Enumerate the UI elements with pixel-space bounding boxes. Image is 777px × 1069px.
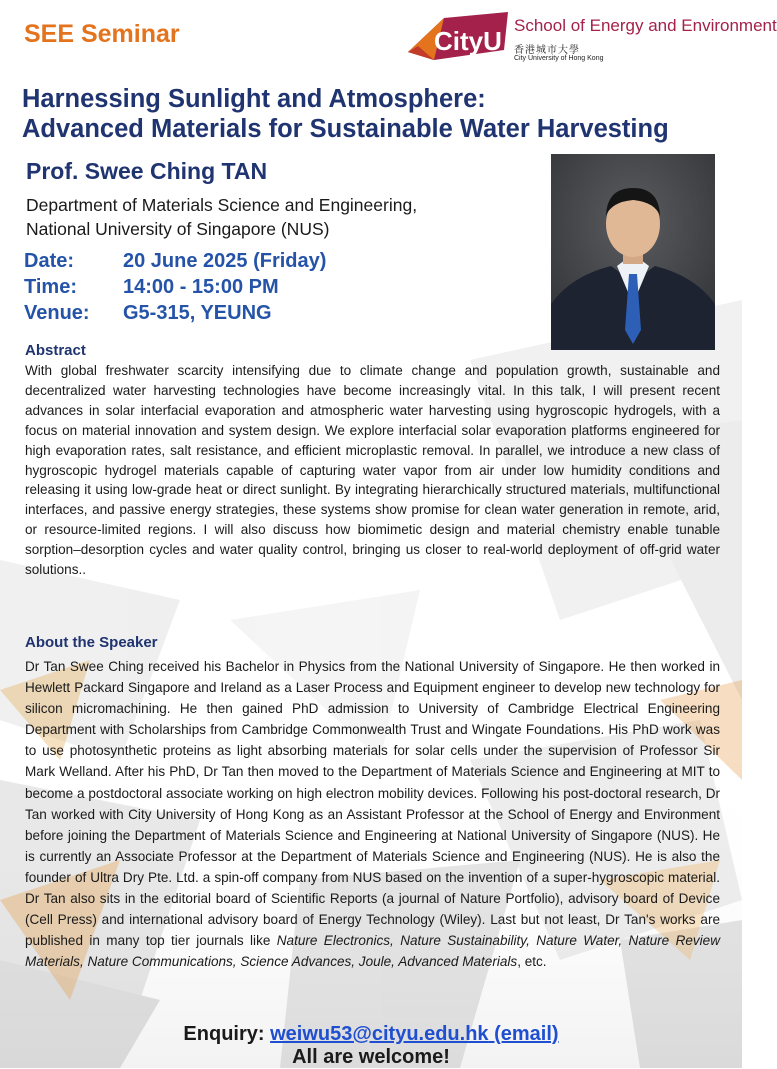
seminar-series-label: SEE Seminar <box>24 20 180 48</box>
bio-text-end: , etc. <box>517 954 547 970</box>
date-row <box>24 250 326 276</box>
speaker-affiliation <box>26 193 526 241</box>
abstract-text: With global freshwater scarcity intensifying due to climate change and population growth, sustainable and decentralized water harvesting technologies have become increasingly vital. In this talk, I will present recent advances in solar interfacial evaporation and atmospheric water harvesting using hygroscopic hydrogels, with a focus on material innovation and system design. We explore interfacial solar evaporation platforms engineered for high evaporation rates, salt resistance, and efficient microplastic removal. In parallel, we introduce a new class of hygroscopic hydrogel materials capable of capturing water vapor from air under low humidity conditions and releasing it using low-grade heat or direct sunlight. By integrating hierarchically structured materials, multifunctional interfaces, and passive energy strategies, these systems show promise for clean water generation in remote, arid, or resource-limited regions. I will also discuss how biomimetic design and material chemistry enable tunable sorption–desorption cycles and water quality control, bringing us closer to real-world deployment of off-grid water solutions.. <box>25 363 720 578</box>
affiliation-line: Department of Materials Science and Engineering, <box>26 195 418 215</box>
event-details <box>24 250 326 328</box>
venue-value: G5-315, YEUNG <box>123 302 272 324</box>
speaker-photo <box>551 154 715 350</box>
time-value: 14:00 - 15:00 PM <box>123 276 279 298</box>
time-label: Time: <box>24 276 77 298</box>
bio-text: Dr Tan Swee Ching received his Bachelor in Physics from the National University of Singapore. He then worked in Hewlett Packard Singapore and Ireland as a Laser Process and Equipment engineer to develop new technology for silicon micromachining. He then gained PhD admission to University of Cambridge Electrical Engineering Department with Scholarships from Cambridge Commonwealth Trust and Wingate Foundations. His PhD work was to use photosynthetic proteins as light absorbing materials for solar cells under the supervision of Professor Sir Mark Welland. After his PhD, Dr Tan then moved to the Department of Materials Science and Engineering at MIT to become a postdoctoral associate working on high electron mobility devices. Following his post-doctoral research, Dr Tan worked with City University of Hong Kong as an Assistant Professor at the School of Energy and Environment before joining the Department of Materials Science and Engineering at National University of Singapore (NUS). He is currently an Associate Professor at the Department of Materials Science and Engineering (NUS). He is also the founder of Ultra Dry Pte. Ltd. a spin-off company from NUS based on the invention of a super-hygroscopic material. Dr Tan also sits in the editorial board of Scientific Reports (a journal of Nature Portfolio), advisory board of Device (Cell Press) and international advisory board of Energy Technology (Wiley). Last but not least, Dr Tan's works are published in many top tier journals like <box>25 659 720 949</box>
speaker-portrait-icon <box>551 154 715 350</box>
speaker-name: Prof. Swee Ching TAN <box>26 158 268 184</box>
seminar-title <box>22 84 737 144</box>
logo-wordmark: CityU <box>434 26 502 56</box>
welcome-message: All are welcome! <box>292 1046 450 1068</box>
enquiry-line <box>0 1023 742 1046</box>
cityu-logo <box>404 10 777 68</box>
title-line: Harnessing Sunlight and Atmosphere: <box>22 85 486 113</box>
school-name: School of Energy and Environment <box>514 16 777 35</box>
enquiry-email-link[interactable] <box>270 1023 558 1045</box>
time-row <box>24 276 326 302</box>
email-suffix: (email) <box>488 1023 559 1045</box>
venue-row <box>24 302 326 328</box>
title-line: Advanced Materials for Sustainable Water Harvesting <box>22 115 669 143</box>
enquiry-label: Enquiry: <box>183 1023 271 1045</box>
journal-list: Nature Electronics, Nature Sustainability, Nature Water, Nature Review Materials, Nature Communications, Science Advances, Joule, Advanced Materials <box>25 933 720 970</box>
affiliation-line: National University of Singapore (NUS) <box>26 219 330 239</box>
abstract-heading: Abstract <box>25 342 86 359</box>
about-speaker-heading: About the Speaker <box>25 634 158 651</box>
cityu-wordmark-icon <box>404 10 512 68</box>
email-address: weiwu53@cityu.edu.hk <box>270 1023 489 1045</box>
university-chinese-name: 香港城市大學 <box>514 45 580 56</box>
university-english-name: City University of Hong Kong <box>514 55 604 62</box>
date-value: 20 June 2025 (Friday) <box>123 250 327 272</box>
date-label: Date: <box>24 250 75 272</box>
venue-label: Venue: <box>24 302 90 324</box>
about-speaker-text <box>25 656 720 972</box>
